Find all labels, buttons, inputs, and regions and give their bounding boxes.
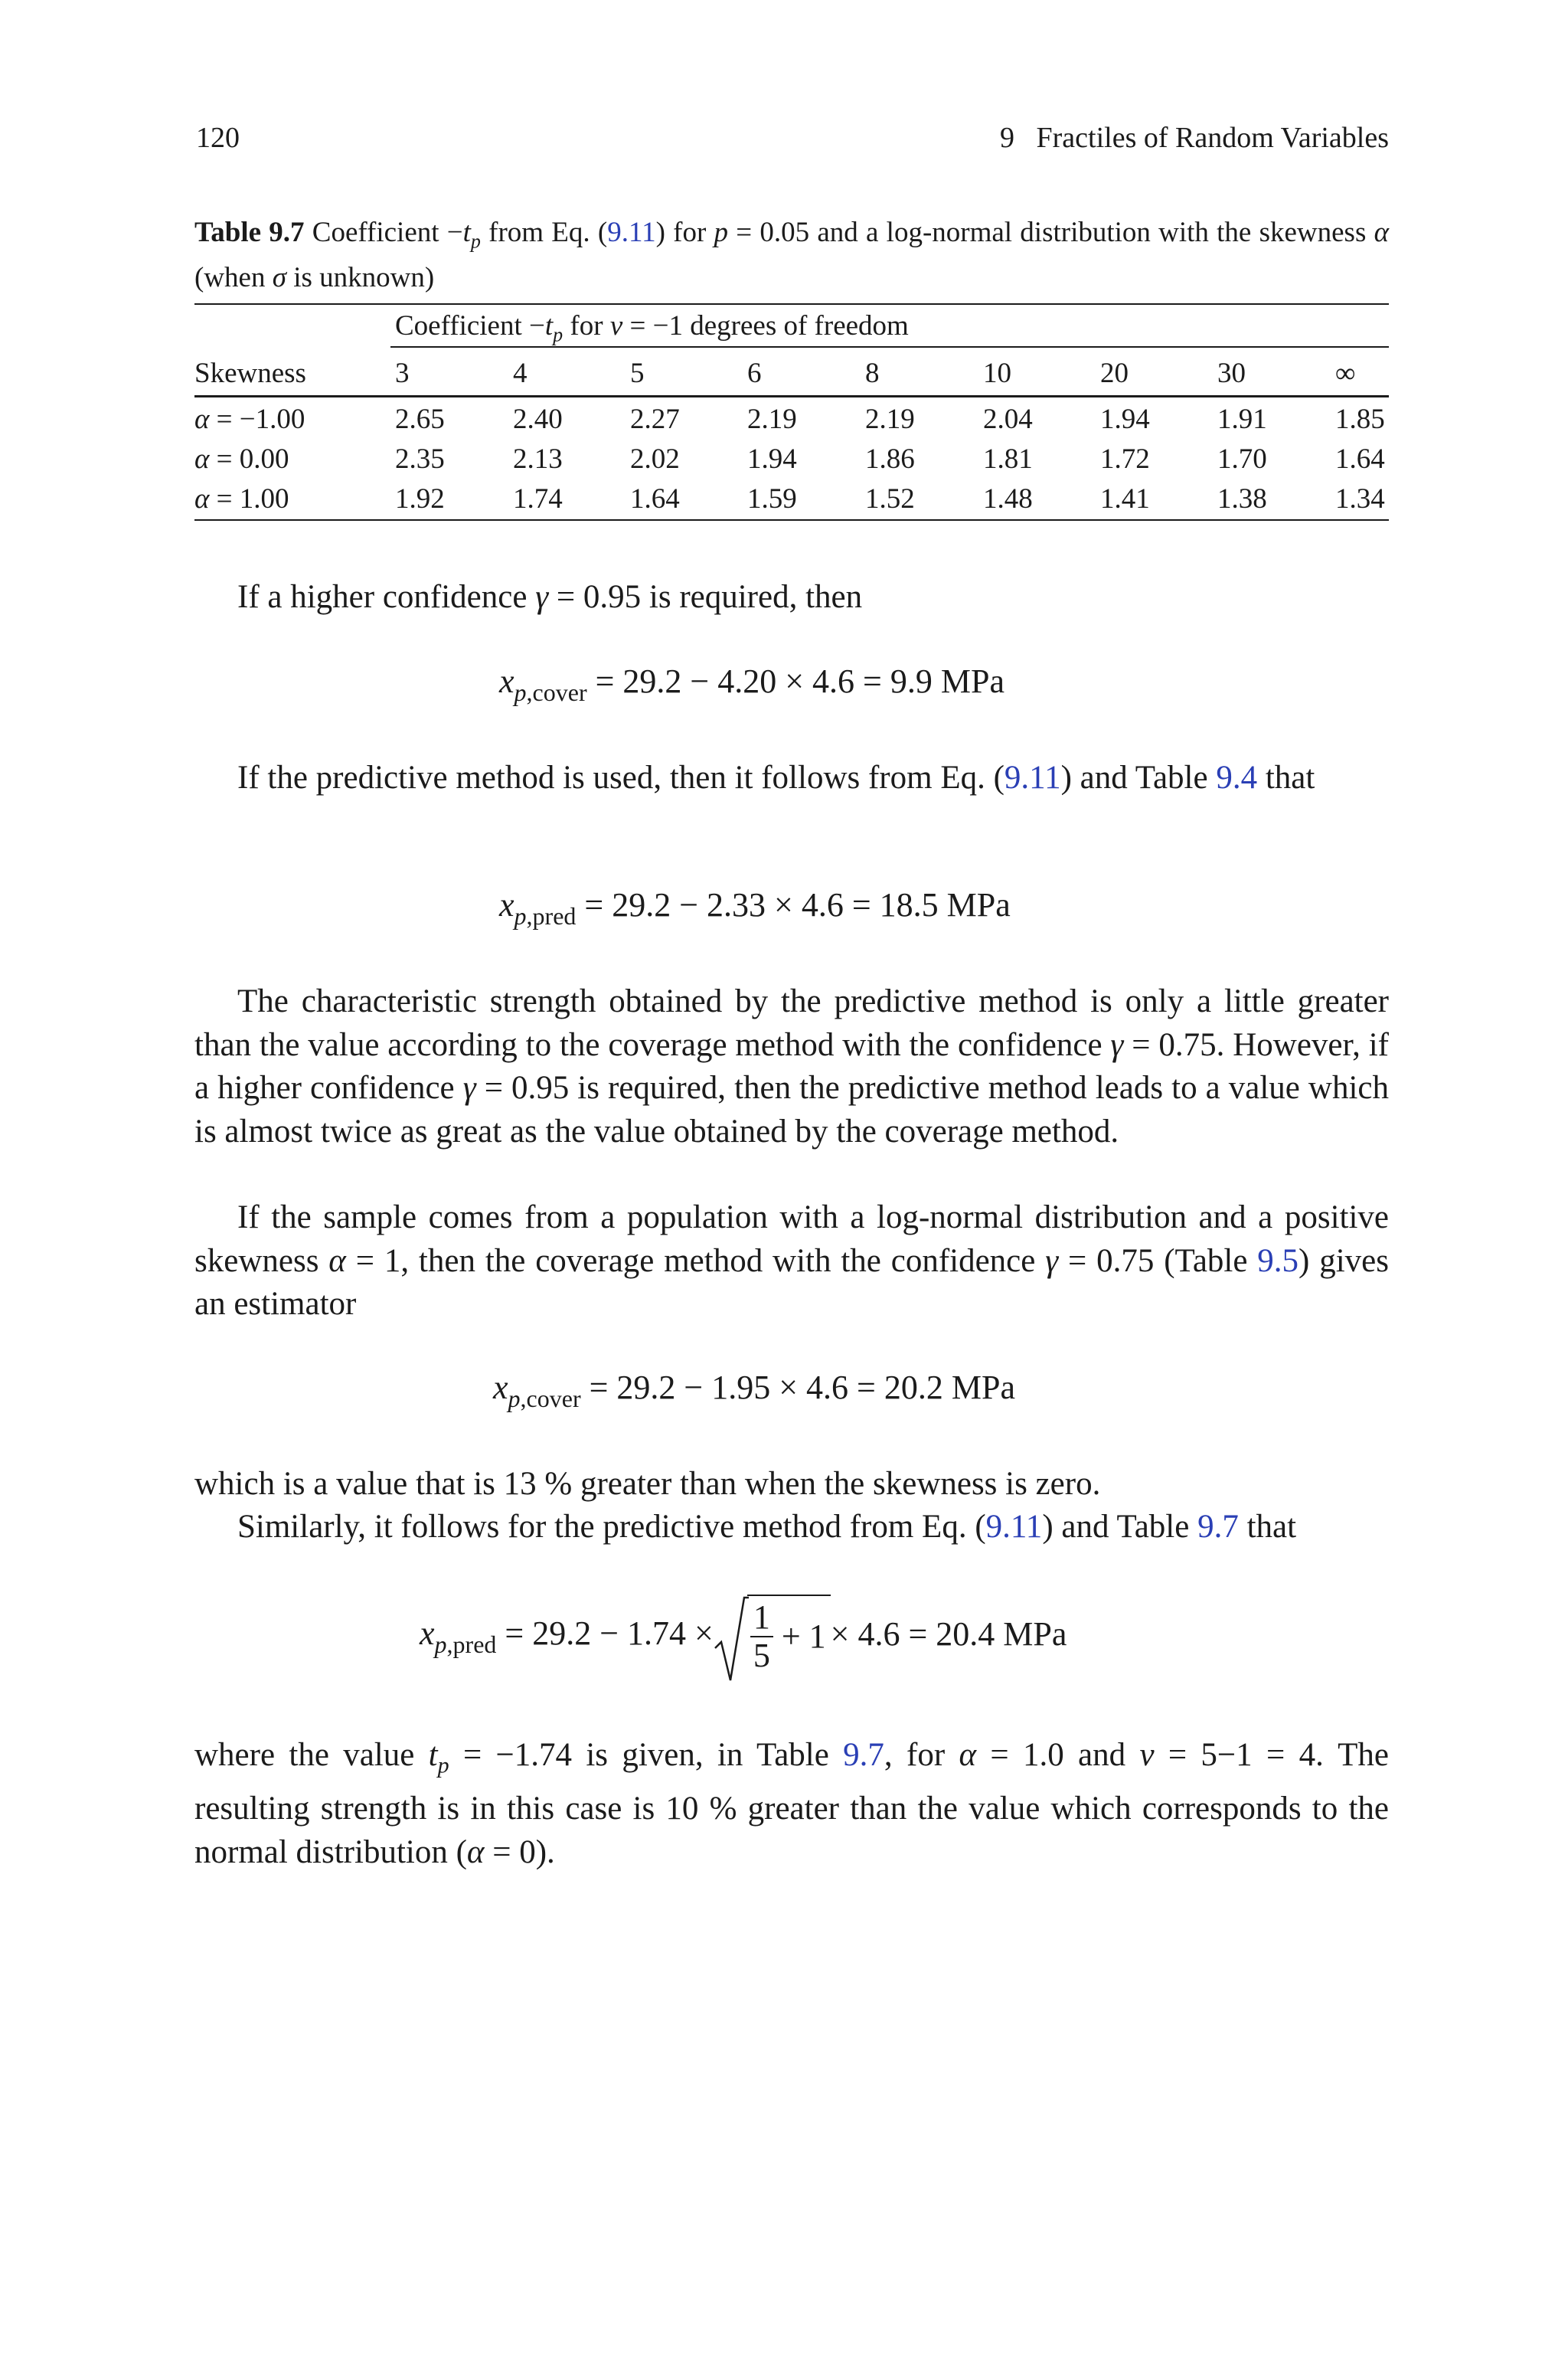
caption-tp: t	[462, 217, 471, 248]
table-top-rule	[194, 303, 1389, 305]
equation	[499, 662, 1004, 707]
skewness-header: Skewness	[194, 358, 306, 389]
alpha-symbol: α	[466, 1833, 485, 1870]
alpha-symbol: α	[194, 404, 210, 435]
alpha-symbol: α	[194, 443, 210, 475]
row-label	[194, 482, 289, 515]
table-cell: 1.48	[983, 483, 1033, 515]
text: If the sample comes from a population with a log-normal distribution and a positive skewness	[194, 1199, 1389, 1279]
table-link[interactable]: 9.4	[1216, 760, 1258, 796]
eq-var: x	[420, 1614, 435, 1652]
row-label-value: = 1.00	[209, 483, 289, 515]
table-cell: 1.34	[1335, 483, 1385, 515]
equation	[499, 885, 1011, 931]
eq-var: x	[499, 886, 514, 924]
table-cell: 1.52	[865, 483, 915, 515]
group-header-nu: ν	[609, 310, 623, 342]
table-cell: 1.81	[983, 443, 1033, 475]
eq-rhs: × 4.6 = 20.4 MPa	[830, 1615, 1067, 1653]
table-header-row	[0, 357, 1568, 395]
text: that	[1257, 760, 1315, 796]
eq-lhs	[420, 1614, 714, 1658]
eq-rhs: = 29.2 − 2.33 × 4.6 = 18.5 MPa	[576, 886, 1011, 924]
caption-sigma: σ	[272, 262, 286, 294]
table-cell: 2.19	[747, 404, 797, 435]
row-label-value: = −1.00	[209, 404, 305, 435]
text: The characteristic strength obtained by the predictive method is only a little greater than the value according to the coverage method with the confidence	[194, 983, 1389, 1063]
table-cell: 2.27	[630, 404, 680, 435]
paragraph	[194, 1734, 1389, 1874]
table-cell: 2.65	[395, 404, 445, 435]
eq-sub: p	[434, 1630, 447, 1658]
eq-link[interactable]: 9.11	[607, 217, 656, 248]
caption-text: Coefficient −	[304, 217, 463, 248]
column-header: 6	[747, 358, 762, 389]
table-cell: 1.70	[1217, 443, 1267, 475]
equation	[493, 1368, 1015, 1413]
eq-text: = 29.2 − 1.74 ×	[496, 1614, 714, 1652]
table-cell: 2.35	[395, 443, 445, 475]
eq-link[interactable]: 9.11	[985, 1509, 1043, 1545]
table-cell: 1.59	[747, 483, 797, 515]
eq-rhs: = 29.2 − 1.95 × 4.6 = 20.2 MPa	[580, 1369, 1015, 1406]
text: ) and Table	[1042, 1509, 1198, 1545]
eq-var: x	[499, 662, 514, 700]
text: = 5−1 = 4. The resulting strength is in this case is 10 % greater than the value which corresponds to the normal distribution (	[194, 1737, 1390, 1870]
column-header: 8	[865, 358, 880, 389]
table-cell: 2.02	[630, 443, 680, 475]
nu-symbol: ν	[1139, 1737, 1155, 1773]
table-cell: 2.13	[513, 443, 563, 475]
table-link[interactable]: 9.7	[1197, 1509, 1239, 1545]
row-label	[194, 403, 305, 436]
table-cell: 1.64	[630, 483, 680, 515]
text: which is a value that is 13 % greater than when the skewness is zero.	[194, 1466, 1101, 1502]
column-header: 30	[1217, 358, 1246, 389]
paragraph	[194, 757, 1389, 800]
text: , for	[884, 1737, 959, 1773]
text: = 0.75. However, if a higher confidence	[194, 1026, 1389, 1106]
frac-den: 5	[753, 1637, 770, 1674]
caption-text: is unknown)	[286, 262, 435, 294]
text: where the value	[194, 1737, 429, 1773]
table-cell: 1.72	[1100, 443, 1150, 475]
eq-sub: ,cover	[520, 1385, 581, 1413]
text: = 0.75 (Table	[1058, 1242, 1258, 1279]
caption-p: p	[714, 217, 729, 248]
column-header: 5	[630, 358, 645, 389]
text: = −1.74 is given, in Table	[449, 1737, 844, 1773]
table-row	[0, 403, 1568, 441]
eq-sub: ,pred	[526, 902, 577, 931]
text: ) and Table	[1060, 760, 1217, 796]
text: Similarly, it follows for the predictive method from Eq. (	[237, 1509, 986, 1545]
radicand	[747, 1595, 831, 1674]
caption-text: ) for	[655, 217, 714, 248]
group-header-text: = −1 degrees of freedom	[622, 310, 909, 342]
caption-alpha: α	[1374, 217, 1389, 248]
fraction	[750, 1599, 773, 1674]
eq-link[interactable]: 9.11	[1004, 760, 1061, 796]
table-cell: 1.38	[1217, 483, 1267, 515]
table-cell: 1.94	[1100, 404, 1150, 435]
table-cell: 1.86	[865, 443, 915, 475]
table-label: Table 9.7	[194, 217, 305, 248]
eq-sub: ,pred	[446, 1630, 497, 1658]
table-cell: 1.94	[747, 443, 797, 475]
column-header: 20	[1100, 358, 1129, 389]
page-number: 120	[196, 122, 240, 154]
group-header-t: t	[544, 310, 554, 342]
group-header-text: for	[563, 310, 610, 342]
alpha-symbol: α	[194, 483, 210, 515]
gamma-symbol: γ	[1045, 1242, 1059, 1279]
paragraph	[194, 576, 1389, 620]
gamma-symbol: γ	[462, 1070, 476, 1106]
table-link[interactable]: 9.5	[1257, 1242, 1299, 1279]
column-header: ∞	[1335, 358, 1356, 389]
paragraph	[194, 980, 1389, 1153]
table-row	[0, 482, 1568, 521]
eq-sub: p	[514, 902, 527, 931]
row-label	[194, 443, 289, 476]
text: = 1.0 and	[976, 1737, 1140, 1773]
gamma-symbol: γ	[1110, 1026, 1124, 1063]
table-cell: 1.74	[513, 483, 563, 515]
table-cell: 2.40	[513, 404, 563, 435]
sqrt	[714, 1595, 831, 1674]
text: that	[1238, 1509, 1297, 1545]
text: = 0.95 is required, then	[548, 579, 863, 615]
paragraph	[194, 1506, 1389, 1549]
table-cell: 2.04	[983, 404, 1033, 435]
tp-sub: p	[437, 1752, 449, 1778]
tp-symbol: t	[428, 1737, 438, 1773]
group-header-p: p	[553, 323, 564, 346]
table-cell: 1.85	[1335, 404, 1385, 435]
table-cell: 1.41	[1100, 483, 1150, 515]
caption-text: from Eq. (	[480, 217, 608, 248]
column-header: 4	[513, 358, 528, 389]
group-header-text: Coefficient −	[395, 310, 545, 342]
eq-sub: ,cover	[526, 679, 587, 707]
equation	[420, 1595, 1067, 1674]
table-cell: 2.19	[865, 404, 915, 435]
table-group-header	[395, 309, 909, 346]
running-title: 9 Fractiles of Random Variables	[1000, 122, 1389, 154]
table-cell: 1.64	[1335, 443, 1385, 475]
table-cell: 1.91	[1217, 404, 1267, 435]
alpha-symbol: α	[959, 1737, 977, 1773]
caption-text: (when	[194, 262, 273, 294]
eq-var: x	[493, 1369, 508, 1406]
text: = 0.95 is required, then the predictive method leads to a value which is almost twice as great as the value obtained by the coverage method.	[194, 1070, 1390, 1150]
eq-rhs: = 29.2 − 4.20 × 4.6 = 9.9 MPa	[586, 662, 1004, 700]
caption-tp-sub: p	[470, 230, 481, 253]
text: If a higher confidence	[237, 579, 536, 615]
text: = 0).	[484, 1833, 555, 1870]
text: If the predictive method is used, then it follows from Eq. (	[237, 760, 1004, 796]
column-header: 3	[395, 358, 410, 389]
radical-icon	[714, 1595, 749, 1686]
text: ) gives an estimator	[194, 1242, 1389, 1322]
column-header: 10	[983, 358, 1011, 389]
eq-sub: p	[508, 1385, 521, 1413]
paragraph	[194, 1196, 1389, 1326]
table-link[interactable]: 9.7	[843, 1737, 884, 1773]
paragraph	[194, 1463, 1389, 1506]
table-row	[0, 443, 1568, 481]
row-label-value: = 0.00	[209, 443, 289, 475]
eq-sub: p	[514, 679, 527, 707]
table-header-rule	[194, 395, 1389, 397]
table-caption	[194, 214, 1389, 296]
gamma-symbol: γ	[535, 579, 549, 615]
running-header	[196, 121, 1389, 167]
text: = 1, then the coverage method with the confidence	[345, 1242, 1046, 1279]
alpha-symbol: α	[328, 1242, 346, 1279]
caption-text: = 0.05 and a log-normal distribution with the skewness	[728, 217, 1374, 248]
eq-text: + 1	[773, 1617, 826, 1655]
frac-num: 1	[750, 1599, 773, 1637]
table-cell: 1.92	[395, 483, 445, 515]
